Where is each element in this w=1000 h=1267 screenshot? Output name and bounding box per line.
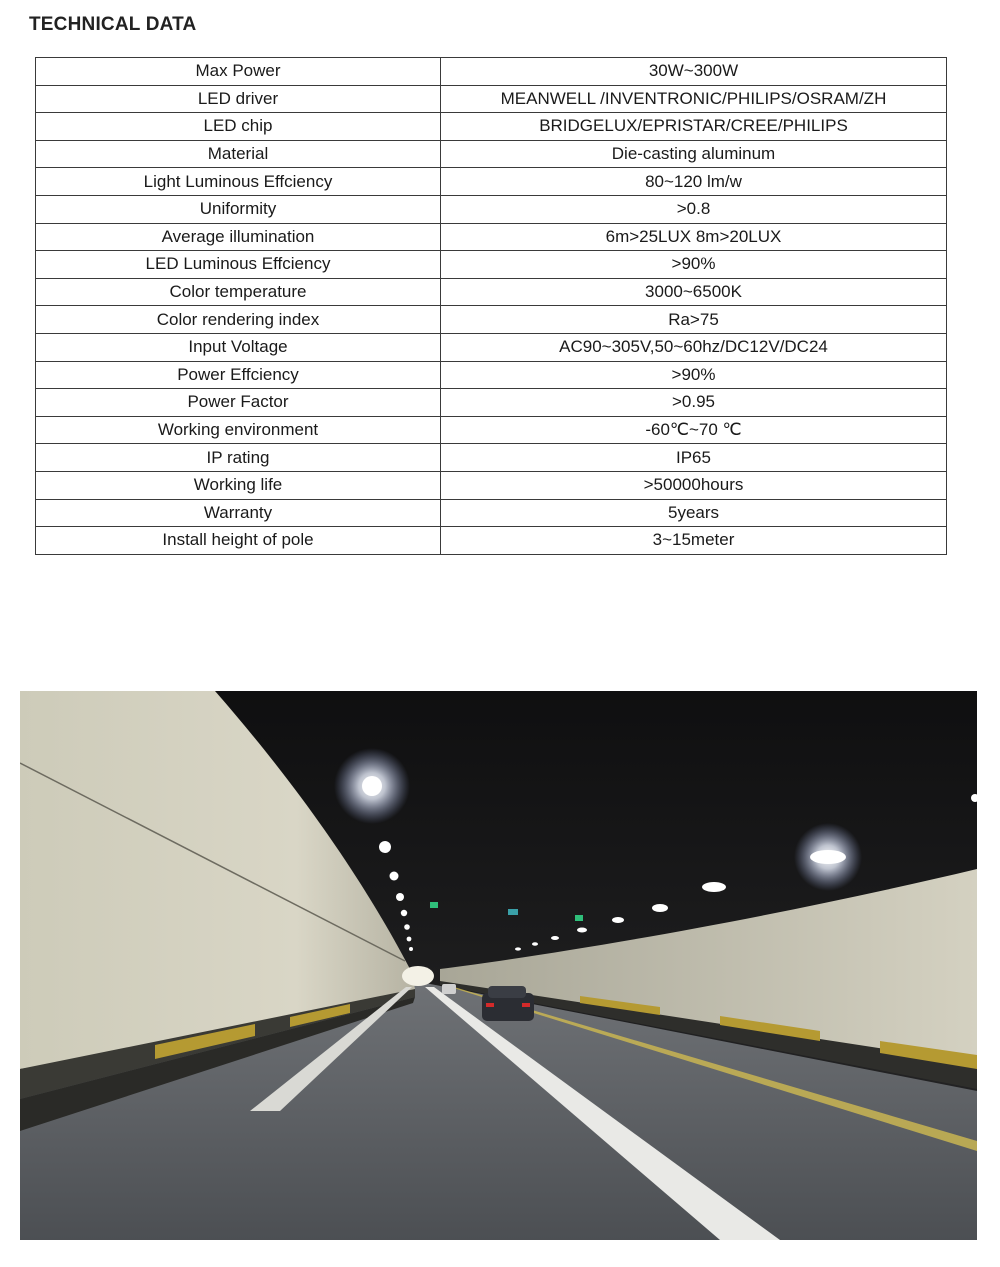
table-row: [36, 499, 947, 527]
spec-label: LED chip: [36, 113, 441, 141]
spec-label: Power Effciency: [36, 361, 441, 389]
spec-value: 80~120 lm/w: [441, 168, 947, 196]
spec-label: Install height of pole: [36, 527, 441, 555]
spec-value: BRIDGELUX/EPRISTAR/CREE/PHILIPS: [441, 113, 947, 141]
spec-value: 6m>25LUX 8m>20LUX: [441, 223, 947, 251]
spec-label: Uniformity: [36, 195, 441, 223]
spec-value: Ra>75: [441, 306, 947, 334]
spec-value: IP65: [441, 444, 947, 472]
table-row: [36, 223, 947, 251]
spec-value: Die-casting aluminum: [441, 140, 947, 168]
table-row: [36, 389, 947, 417]
table-row: [36, 140, 947, 168]
spec-label: Material: [36, 140, 441, 168]
spec-label: Light Luminous Effciency: [36, 168, 441, 196]
table-row: [36, 444, 947, 472]
table-row: [36, 58, 947, 86]
spec-value: AC90~305V,50~60hz/DC12V/DC24: [441, 333, 947, 361]
table-row: [36, 251, 947, 279]
spec-label: Working environment: [36, 416, 441, 444]
table-row: [36, 333, 947, 361]
spec-label: LED driver: [36, 85, 441, 113]
technical-data-table: [35, 57, 947, 555]
spec-label: Average illumination: [36, 223, 441, 251]
spec-label: Working life: [36, 471, 441, 499]
spec-value: 30W~300W: [441, 58, 947, 86]
spec-value: -60℃~70 ℃: [441, 416, 947, 444]
spec-value: >50000hours: [441, 471, 947, 499]
spec-label: LED Luminous Effciency: [36, 251, 441, 279]
spec-value: 3~15meter: [441, 527, 947, 555]
spec-value: >0.95: [441, 389, 947, 417]
spec-value: >0.8: [441, 195, 947, 223]
spec-label: Max Power: [36, 58, 441, 86]
spec-value: 3000~6500K: [441, 278, 947, 306]
spec-value: >90%: [441, 251, 947, 279]
page-title: TECHNICAL DATA: [29, 14, 197, 35]
spec-label: Color rendering index: [36, 306, 441, 334]
spec-label: Warranty: [36, 499, 441, 527]
table-row: [36, 113, 947, 141]
table-row: [36, 471, 947, 499]
table-row: [36, 278, 947, 306]
spec-value: >90%: [441, 361, 947, 389]
table-row: [36, 416, 947, 444]
table-row: [36, 527, 947, 555]
spec-label: IP rating: [36, 444, 441, 472]
spec-label: Power Factor: [36, 389, 441, 417]
table-row: [36, 361, 947, 389]
table-row: [36, 195, 947, 223]
spec-label: Input Voltage: [36, 333, 441, 361]
spec-value: 5years: [441, 499, 947, 527]
spec-label: Color temperature: [36, 278, 441, 306]
table-row: [36, 85, 947, 113]
spec-value: MEANWELL /INVENTRONIC/PHILIPS/OSRAM/ZH: [441, 85, 947, 113]
table-row: [36, 306, 947, 334]
tunnel-photo: [20, 691, 977, 1240]
table-row: [36, 168, 947, 196]
